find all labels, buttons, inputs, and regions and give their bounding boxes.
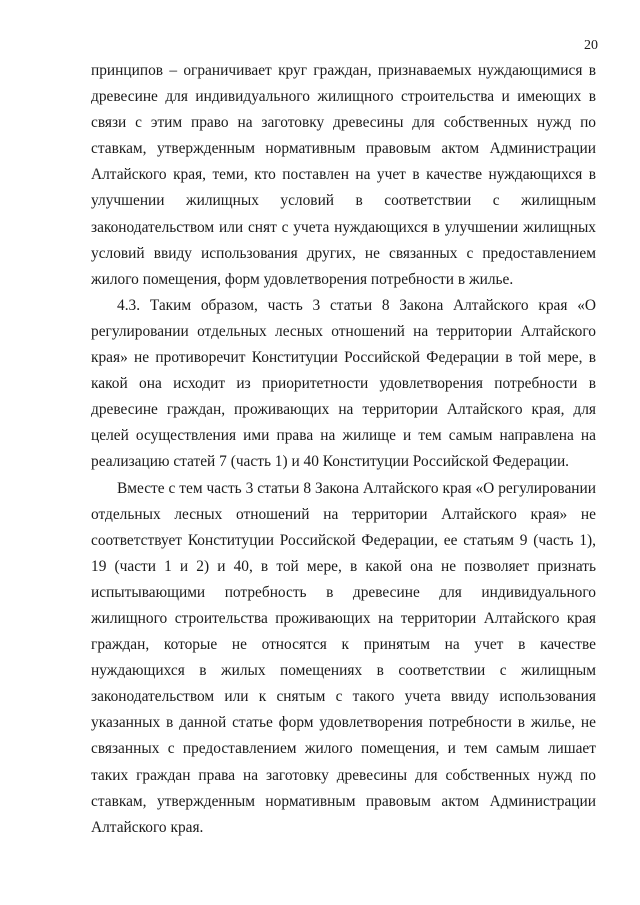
paragraph-conclusion: Вместе с тем часть 3 статьи 8 Закона Алтайского края «О регулировании отдельных лесных отношений на территории Алтайского края» не соответствует Конституции Российской Федерации, ее статьям 9 (часть 1), 19 (части 1 и 2) и 40, в той мере, в какой она не позволяет признать испытывающими потребность в древесине для индивидуального жилищного строительства проживающих на территории Алтайского края граждан, которые не относятся к принятым на учет в качестве нуждающихся в жилых помещениях в соответствии с жилищным законодательством или к снятым с такого учета ввиду использования указанных в данной статье форм удовлетворения потребности в жилье, не связанных с предоставлением жилого помещения, и тем самым лишает таких граждан права на заготовку древесины для собственных нужд по ставкам, утвержденным нормативным правовым актом Администрации Алтайского края. — [91, 479, 596, 836]
document-body — [91, 58, 596, 841]
paragraph-4-3: 4.3. Таким образом, часть 3 статьи 8 Закона Алтайского края «О регулировании отдельных лесных отношений на территории Алтайского края» не противоречит Конституции Российской Федерации в той мере, в какой она исходит из приоритетности удовлетворения потребности в древесине граждан, проживающих на территории Алтайского края, для целей осуществления ими права на жилище и тем самым направлена на реализацию статей 7 (часть 1) и 40 Конституции Российской Федерации. — [91, 296, 596, 471]
paragraph-continuation: принципов – ограничивает круг граждан, признаваемых нуждающимися в древесине для индивидуального жилищного строительства и имеющих в связи с этим право на заготовку древесины для собственных нужд по ставкам, утвержденным нормативным правовым актом Администрации Алтайского края, теми, кто поставлен на учет в качестве нуждающихся в улучшении жилищных условий в соответствии с жилищным законодательством или снят с учета нуждающихся в улучшении жилищных условий ввиду использования других, не связанных с предоставлением жилого помещения, форм удовлетворения потребности в жилье. — [91, 62, 596, 288]
page-number: 20 — [584, 38, 598, 53]
